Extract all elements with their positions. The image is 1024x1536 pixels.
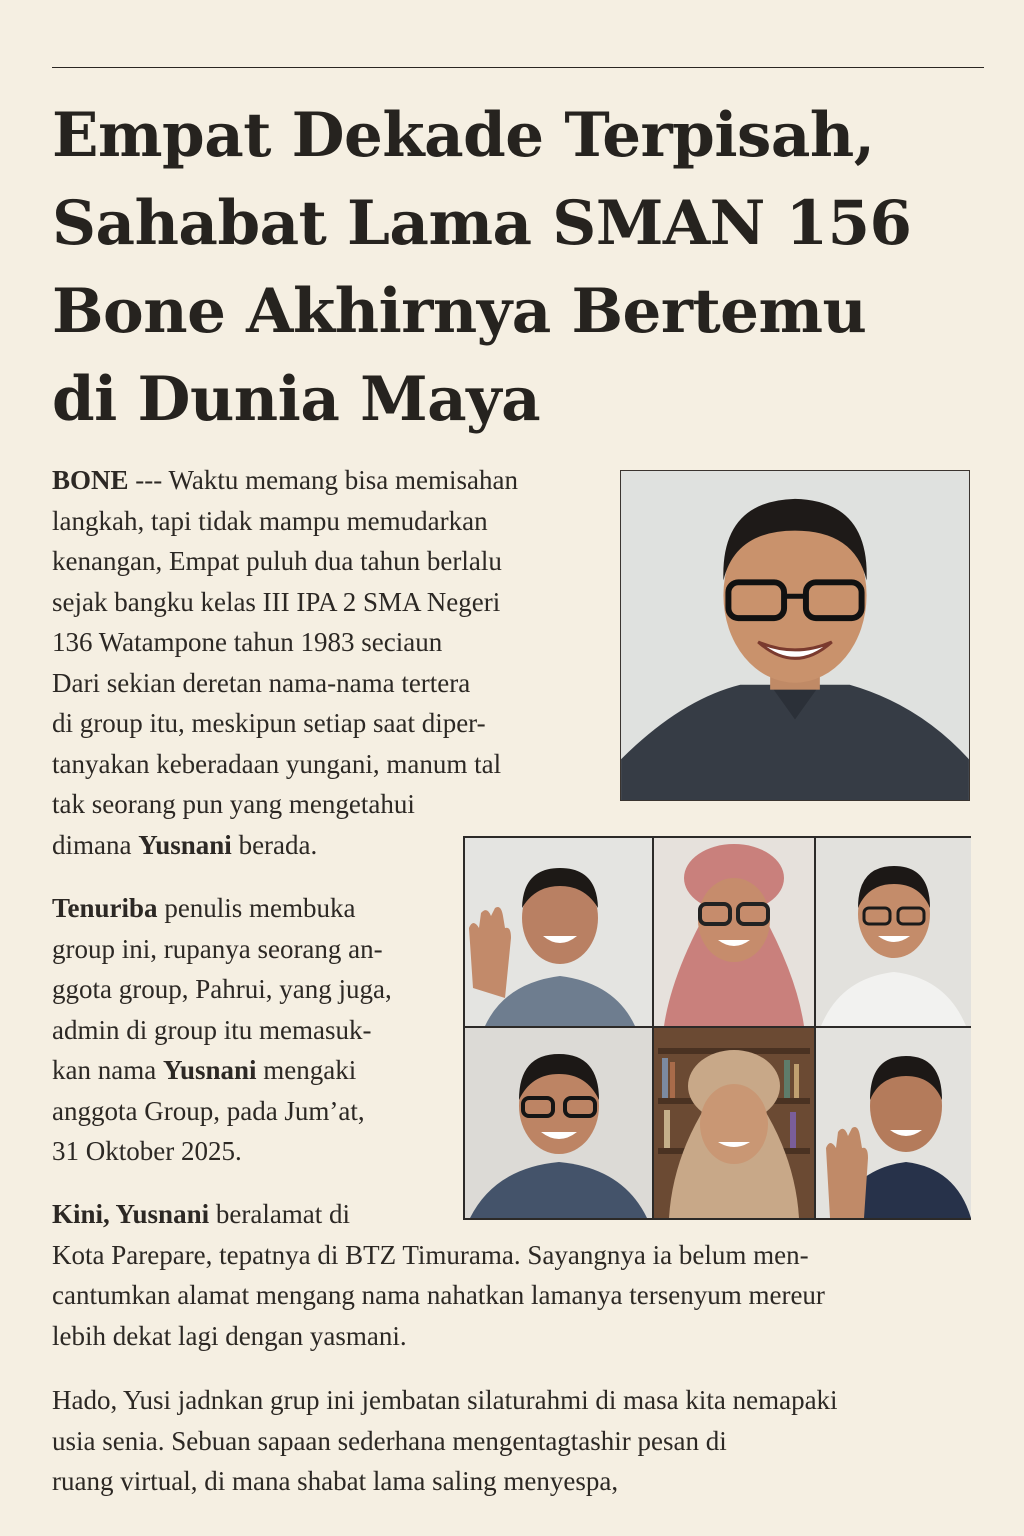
video-tile bbox=[654, 838, 814, 1026]
text-line: 136 Watampone tahun 1983 seciaun bbox=[52, 627, 443, 657]
text-fragment: mengaki bbox=[256, 1055, 357, 1085]
text-fragment: beralamat di bbox=[209, 1199, 351, 1229]
man-glasses-patterned-shirt-icon bbox=[465, 1028, 652, 1218]
lead-bold: Kini, Yusnani bbox=[52, 1199, 210, 1229]
video-tile bbox=[654, 1028, 814, 1218]
lead-bold: Tenuriba bbox=[52, 893, 158, 923]
text-line: lebih dekat lagi dengan yasmani. bbox=[52, 1320, 407, 1351]
headline-line: Sahabat Lama SMAN 156 bbox=[52, 188, 912, 259]
text-line: tak seorang pun yang mengetahui bbox=[52, 789, 415, 819]
text-line: ggota group, Pahrui, yang juga, bbox=[52, 974, 392, 1004]
name-highlight: Yusnani bbox=[138, 829, 232, 860]
text-line bbox=[52, 888, 452, 929]
video-call-grid bbox=[463, 836, 971, 1220]
paragraph-4 bbox=[52, 1380, 982, 1502]
video-tile bbox=[465, 838, 652, 1026]
top-rule bbox=[52, 67, 984, 68]
video-tile bbox=[465, 1028, 652, 1218]
paragraph-1 bbox=[52, 460, 612, 865]
text-line: admin di group itu memasuk- bbox=[52, 1014, 372, 1045]
text-line: sejak bangku kelas III IPA 2 SMA Negeri bbox=[52, 586, 501, 617]
headline-line: di Dunia Maya bbox=[52, 364, 541, 435]
text-fragment: berada. bbox=[231, 829, 318, 860]
text-line: cantumkan alamat mengang nama nahatkan lamanya tersenyum mereur bbox=[52, 1280, 825, 1310]
text-line bbox=[52, 1050, 452, 1091]
woman-beige-hijab-bookshelf-icon bbox=[654, 1028, 814, 1218]
text-line: 31 Oktober 2025. bbox=[52, 1136, 242, 1166]
name-highlight: Yusnani bbox=[162, 1055, 257, 1085]
man-waving-navy-shirt-icon bbox=[816, 1028, 971, 1218]
text-line: langkah, tapi tidak mampu memudarkan bbox=[52, 505, 488, 536]
woman-pink-hijab-icon bbox=[654, 838, 814, 1026]
text-fragment: dimana bbox=[52, 829, 139, 860]
portrait-man-glasses-icon bbox=[621, 471, 969, 800]
text-line: group ini, rupanya seorang an- bbox=[52, 933, 383, 964]
dateline: BONE bbox=[52, 465, 129, 495]
headline-line: Empat Dekade Terpisah, bbox=[52, 100, 875, 171]
paragraph-2 bbox=[52, 888, 452, 1172]
headline-line: Bone Akhirnya Bertemu bbox=[52, 276, 867, 347]
man-glasses-white-shirt-icon bbox=[816, 838, 971, 1026]
text-fragment: penulis membuka bbox=[157, 893, 356, 923]
text-line: anggota Group, pada Jum’at, bbox=[52, 1095, 365, 1126]
text-line: Dari sekian deretan nama-nama tertera bbox=[52, 667, 471, 698]
text-line: Kota Parepare, tepatnya di BTZ Timurama. Sayangnya ia belum men- bbox=[52, 1239, 809, 1270]
text-line: Hado, Yusi jadnkan grup ini jembatan silaturahmi di masa kita nemapaki bbox=[52, 1385, 838, 1415]
text-fragment: --- Waktu memang bisa memisahan bbox=[128, 465, 519, 495]
man-waving-icon bbox=[465, 838, 652, 1026]
text-fragment: kan nama bbox=[52, 1055, 163, 1085]
video-tile bbox=[816, 1028, 971, 1218]
text-line bbox=[52, 460, 612, 501]
text-line: di group itu, meskipun setiap saat diper- bbox=[52, 708, 486, 738]
video-tile bbox=[816, 838, 971, 1026]
text-line: usia senia. Sebuan sapaan sederhana mengentagtashir pesan di bbox=[52, 1425, 727, 1456]
portrait-photo bbox=[620, 470, 970, 801]
article-headline bbox=[52, 92, 972, 444]
text-line: tanyakan keberadaan yungani, manum tal bbox=[52, 748, 502, 779]
text-line: ruang virtual, di mana shabat lama saling menyespa, bbox=[52, 1466, 619, 1496]
text-line: kenangan, Empat puluh dua tahun berlalu bbox=[52, 546, 502, 576]
